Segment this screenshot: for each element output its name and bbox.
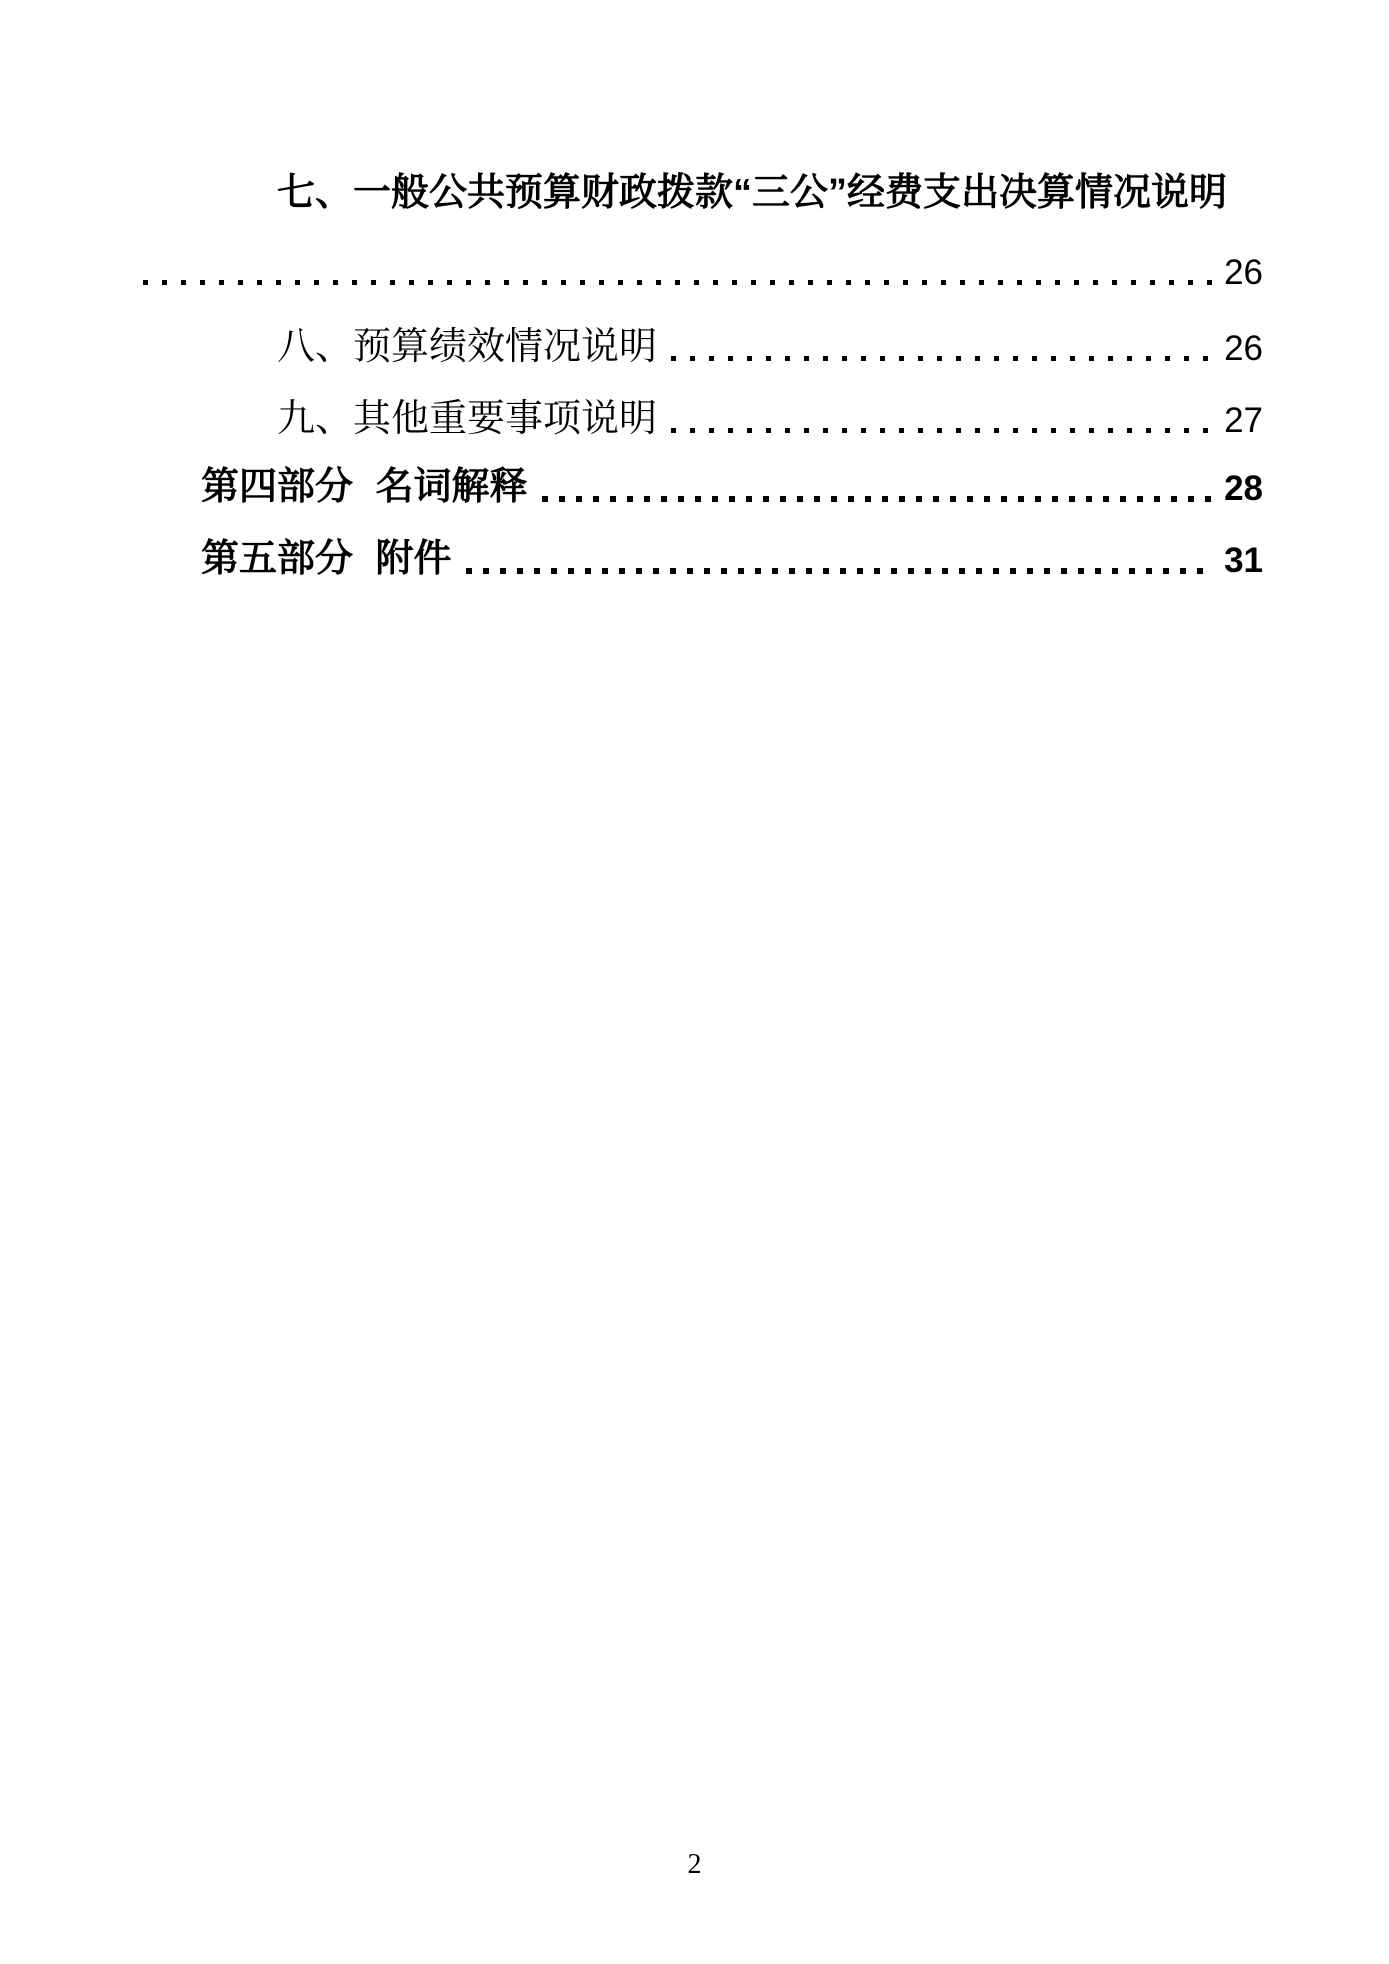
dot-leader [671, 428, 1214, 433]
toc-entry-label: 第五部分 附件 [201, 538, 452, 580]
toc-page-number: 31 [1224, 541, 1263, 580]
toc-page-number: 27 [1224, 401, 1263, 440]
toc-page-number: 26 [1224, 329, 1263, 368]
toc-entry-part-five [201, 534, 1263, 578]
toc-entry-label: 第四部分 名词解释 [201, 466, 528, 508]
dot-leader [542, 496, 1215, 502]
toc-page-number: 28 [1224, 469, 1263, 508]
page-number: 2 [687, 1849, 702, 1880]
toc-entry-label: 九、其他重要事项说明 [277, 398, 658, 440]
toc-entry-label: 八、预算绩效情况说明 [277, 326, 658, 368]
toc-entry-eight [277, 322, 1263, 366]
dot-leader [143, 280, 1214, 285]
toc-page-number: 26 [1224, 253, 1263, 292]
toc-entry-part-four [201, 462, 1263, 506]
toc-entry-nine [277, 394, 1263, 438]
toc-entry-seven-title: 七、一般公共预算财政拨款“三公”经费支出决算情况说明 [277, 172, 1228, 214]
dot-leader [671, 356, 1214, 361]
dot-leader [466, 568, 1215, 574]
toc-entry-seven-leader-row [143, 246, 1263, 290]
